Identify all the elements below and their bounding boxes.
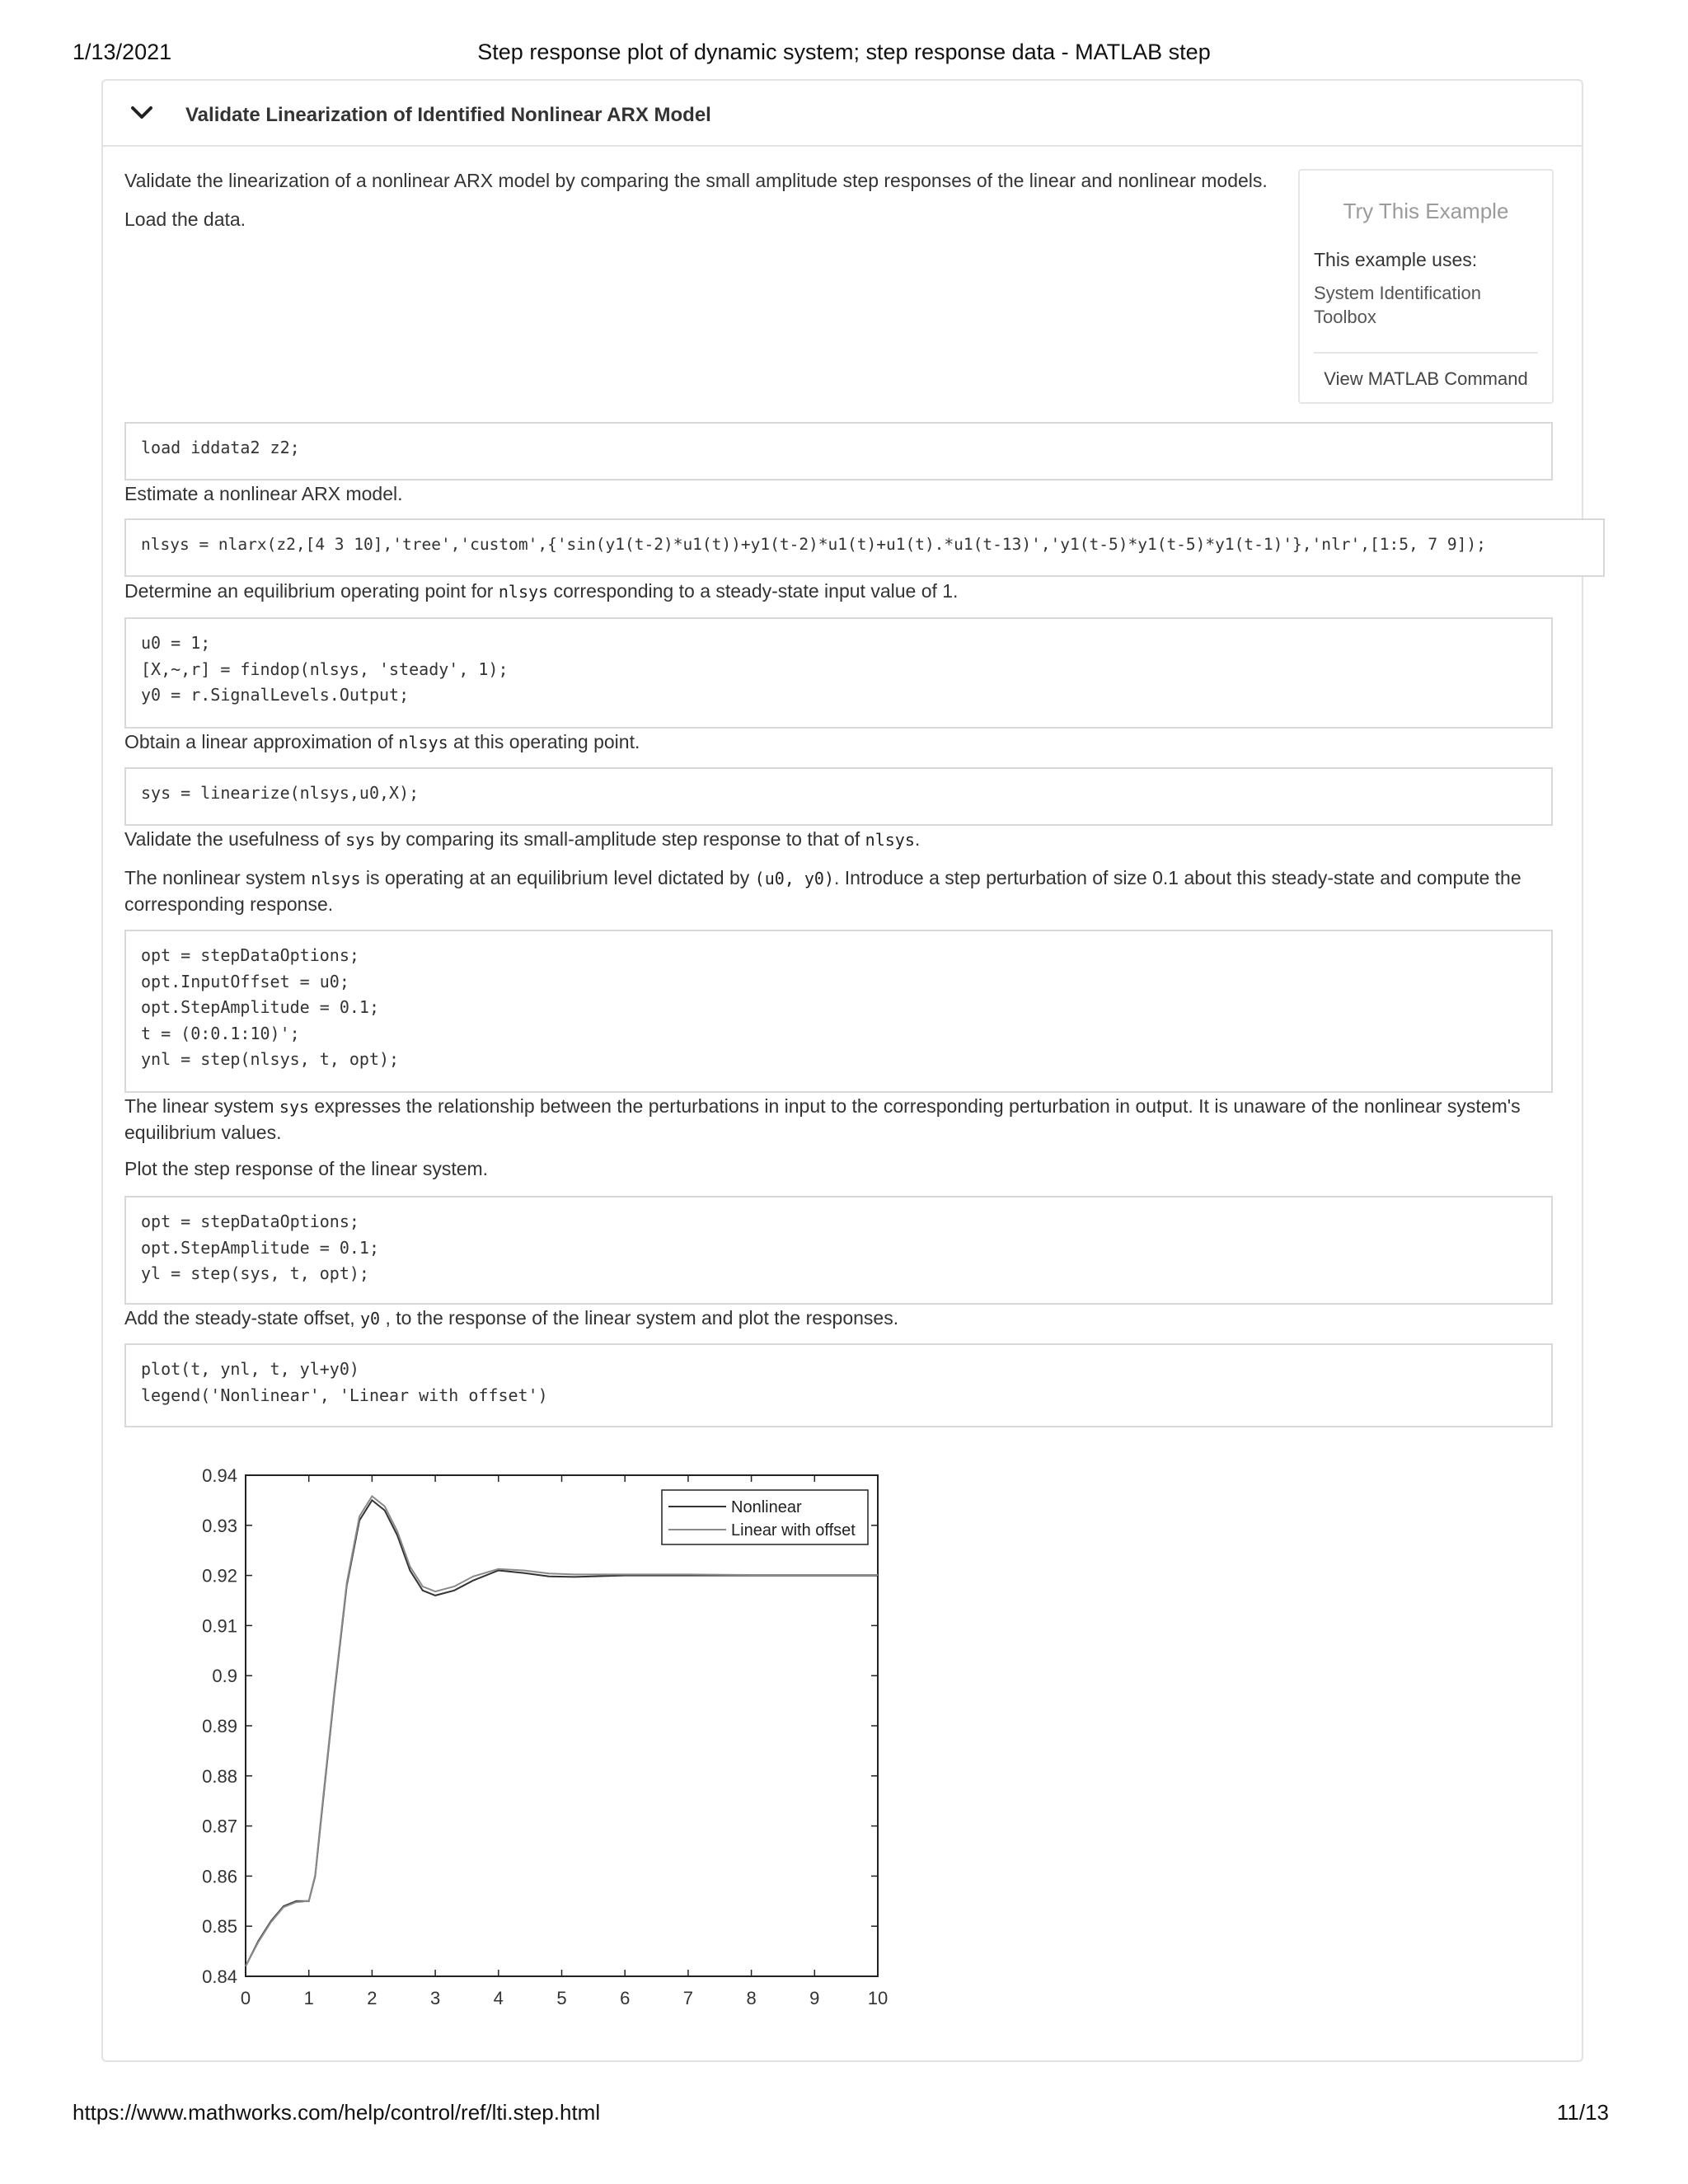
code-block-step-linear[interactable]: opt = stepDataOptions; opt.StepAmplitude = 0.1; yl = step(sys, t, opt); xyxy=(124,1196,1553,1305)
inline-code: nlsys xyxy=(311,869,361,888)
paragraph-linear-approx xyxy=(124,729,640,756)
divider xyxy=(1314,352,1538,354)
text-fragment: Determine an equilibrium operating point for xyxy=(124,580,499,602)
inline-code: sys xyxy=(345,830,376,850)
text-fragment: Add the steady-state offset, xyxy=(124,1307,360,1329)
inline-code: y0 xyxy=(359,1309,381,1329)
code-block-linearize[interactable]: sys = linearize(nlsys,u0,X); xyxy=(124,767,1553,826)
y-tick-label: 0.94 xyxy=(202,1465,237,1486)
toolbox-name: System Identification Toolbox xyxy=(1314,283,1481,327)
text-fragment: by comparing its small-amplitude step response to that of xyxy=(375,828,865,850)
y-tick-label: 0.85 xyxy=(202,1916,237,1938)
x-tick-label: 9 xyxy=(809,1988,820,2008)
paragraph-load-data: Load the data. xyxy=(124,209,246,230)
text-fragment: Obtain a linear approximation of xyxy=(124,731,399,752)
y-tick-label: 0.92 xyxy=(202,1565,237,1586)
code-block-step-nonlinear[interactable]: opt = stepDataOptions; opt.InputOffset = u0; opt.StepAmplitude = 0.1; t = (0:0.1:10)'; ynl = step(nlsys, t, opt); xyxy=(124,930,1553,1093)
inline-code: nlsys xyxy=(498,582,549,602)
inline-code: nlsys xyxy=(865,830,915,850)
code-block-load[interactable]: load iddata2 z2; xyxy=(124,422,1553,480)
code-block-nlarx[interactable]: nlsys = nlarx(z2,[4 3 10],'tree','custom',{'sin(y1(t-2)*u1(t))+y1(t-2)*u1(t)+u1(t).*u1(t-13)','y1(t-5)*y1(t-5)*y1(t-1)'},'nlr',[1:5, 7 9]); xyxy=(124,518,1605,577)
inline-code: sys xyxy=(279,1097,310,1117)
x-tick-label: 6 xyxy=(620,1988,631,2008)
chevron-down-icon[interactable] xyxy=(129,101,154,125)
x-tick-label: 2 xyxy=(367,1988,377,2008)
x-tick-label: 4 xyxy=(493,1988,504,2008)
paragraph-estimate: Estimate a nonlinear ARX model. xyxy=(124,483,403,504)
inline-code: nlsys xyxy=(398,733,448,752)
uses-label: This example uses: xyxy=(1314,249,1478,270)
paragraph-linear-system xyxy=(124,1094,1550,1146)
print-url: https://www.mathworks.com/help/control/ref/lti.step.html xyxy=(73,2100,601,2125)
code-block-findop[interactable]: u0 = 1; [X,~,r] = findop(nlsys, 'steady', 1); y0 = r.SignalLevels.Output; xyxy=(124,617,1553,729)
example-card-header[interactable] xyxy=(103,81,1582,147)
print-page-number: 11/13 xyxy=(1556,2100,1609,2125)
y-tick-label: 0.93 xyxy=(202,1515,237,1536)
x-tick-label: 5 xyxy=(556,1988,567,2008)
code-block-plot[interactable]: plot(t, ynl, t, yl+y0) legend('Nonlinear', 'Linear with offset') xyxy=(124,1343,1553,1427)
x-tick-label: 0 xyxy=(240,1988,251,2008)
y-tick-label: 0.89 xyxy=(202,1716,237,1736)
y-tick-label: 0.91 xyxy=(202,1615,237,1637)
text-fragment: . xyxy=(914,828,921,850)
y-tick-label: 0.88 xyxy=(202,1765,237,1787)
paragraph-validate xyxy=(124,827,920,853)
y-tick-label: 0.87 xyxy=(202,1816,237,1837)
inline-code: (u0, y0) xyxy=(754,869,834,888)
paragraph-equilibrium xyxy=(124,579,958,605)
text-fragment: . Introduce a step perturbation of size 0.1 about this steady-state and compute the corresponding response. xyxy=(124,867,1522,915)
try-this-example-panel xyxy=(1298,169,1554,404)
text-fragment: , to the response of the linear system and plot the responses. xyxy=(380,1307,899,1329)
x-tick-label: 1 xyxy=(303,1988,314,2008)
text-fragment: corresponding to a steady-state input value of 1. xyxy=(548,580,959,602)
text-fragment: Validate the usefulness of xyxy=(124,828,346,850)
x-tick-label: 8 xyxy=(746,1988,757,2008)
legend-label: Nonlinear xyxy=(731,1498,802,1516)
legend-label: Linear with offset xyxy=(731,1521,856,1540)
x-tick-label: 10 xyxy=(867,1988,889,2008)
x-tick-label: 3 xyxy=(429,1988,441,2008)
y-tick-label: 0.9 xyxy=(212,1666,237,1687)
paragraph-add-offset xyxy=(124,1305,898,1332)
print-page-title: Step response plot of dynamic system; step response data - MATLAB step xyxy=(477,40,1211,64)
paragraph-perturbation xyxy=(124,865,1550,917)
try-this-example-link[interactable]: Try This Example xyxy=(1343,199,1509,223)
text-fragment: The nonlinear system xyxy=(124,867,312,888)
plot-area xyxy=(246,1475,878,1976)
text-fragment: is operating at an equilibrium level dictated by xyxy=(360,867,755,888)
paragraph-intro: Validate the linearization of a nonlinear ARX model by comparing the small amplitude step responses of the linear and nonlinear models. xyxy=(124,170,1268,191)
text-fragment: The linear system xyxy=(124,1095,279,1117)
view-matlab-command-link[interactable]: View MATLAB Command xyxy=(1324,368,1528,389)
print-date: 1/13/2021 xyxy=(73,40,172,64)
x-tick-label: 7 xyxy=(682,1988,694,2008)
text-fragment: at this operating point. xyxy=(448,731,640,752)
text-fragment: expresses the relationship between the perturbations in input to the corresponding perturbation in output. It is unaware of the nonlinear system's equilibrium values. xyxy=(124,1095,1521,1143)
y-tick-label: 0.84 xyxy=(202,1966,237,1987)
y-tick-label: 0.86 xyxy=(202,1866,237,1887)
example-title: Validate Linearization of Identified Nonlinear ARX Model xyxy=(185,104,711,126)
step-response-chart xyxy=(181,1457,907,2018)
paragraph-plot-step: Plot the step response of the linear system. xyxy=(124,1158,489,1179)
